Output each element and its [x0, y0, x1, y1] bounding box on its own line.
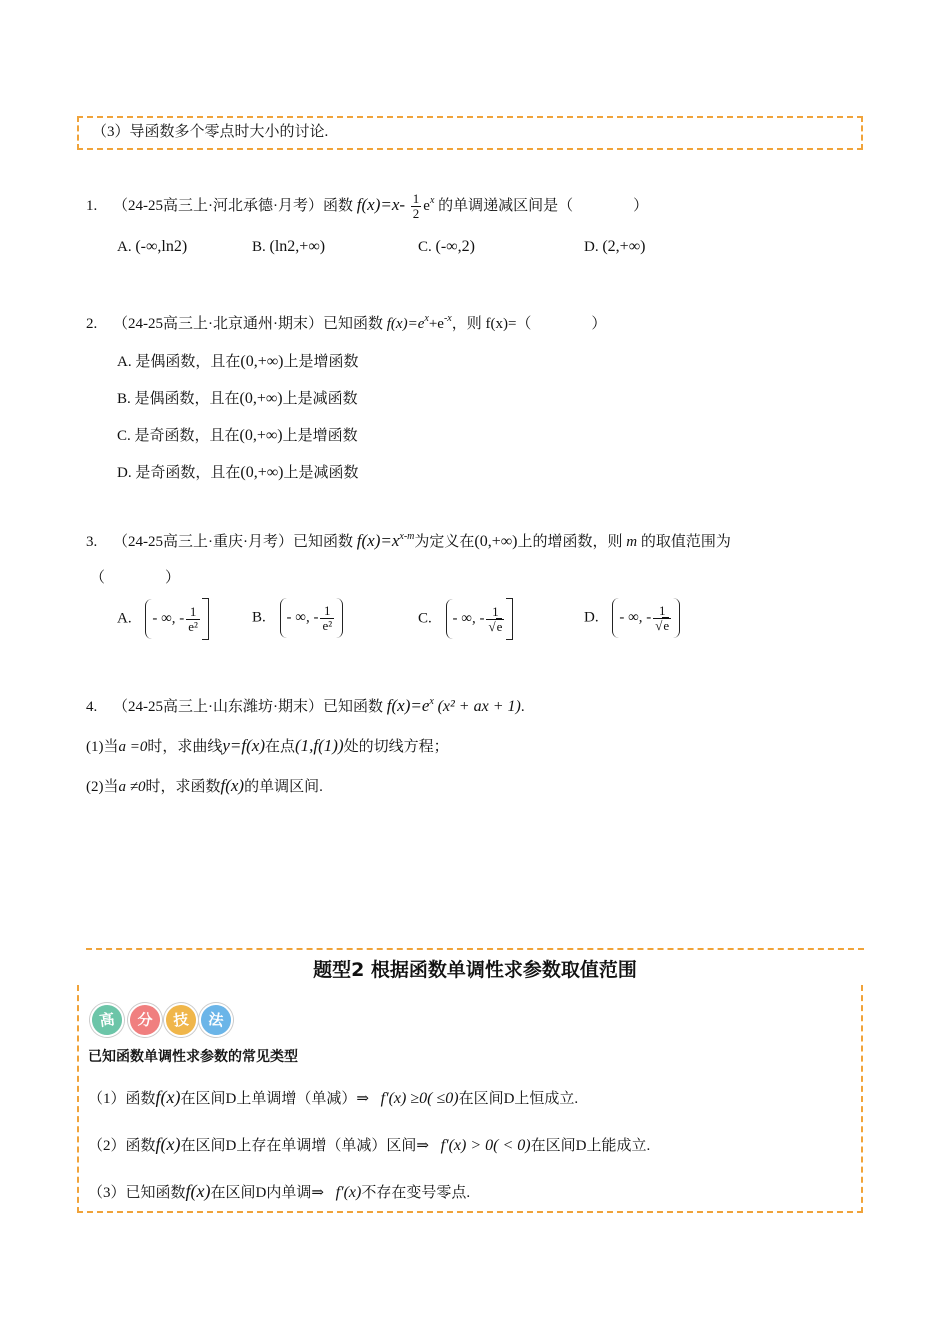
q3-source: （24-25高三上·重庆·月考） [113, 534, 293, 550]
q4-part-1: (1)当a =0时，求曲线y=f(x)在点(1,f(1))处的切线方程； [86, 736, 449, 755]
q2-tail: ，则 f(x)=（ ） [451, 316, 607, 332]
q1-option-d: D. (2,+∞) [584, 238, 646, 255]
q2-sup2: -x [443, 313, 452, 324]
q3-var: m [626, 534, 638, 550]
q2-option-b: B. 是偶函数，且在(0,+∞)上是减函数 [117, 390, 358, 407]
q1-fraction: $\frac{1}{2}$ [412, 191, 420, 221]
q2-lead: 已知函数 [323, 316, 384, 332]
q2-sup1: x [424, 313, 429, 324]
q1-exp-base: e [423, 197, 430, 214]
q2-plus: +e [428, 316, 444, 332]
question-4 [86, 695, 525, 716]
q3-option-c: C. - ∞, - $\frac{1}{√e}$ [418, 598, 513, 640]
q1-option-c: C. (-∞,2) [418, 238, 475, 255]
q1-exp-sup: x [429, 194, 435, 206]
q2-source: （24-25高三上·北京通州·期末） [113, 316, 323, 332]
q3-mid: 为定义在 [414, 534, 475, 550]
q3-answer-paren: （ ） [90, 570, 181, 586]
q1-option-b: B. (ln2,+∞) [252, 238, 326, 255]
badge-fa: 法 [197, 1001, 235, 1039]
rule-item-3: （3）已知函数f(x)在区间D内单调⇒ f′(x)不存在变号零点. [88, 1181, 471, 1201]
question-2 [86, 312, 606, 333]
q3-tail: 上的增函数，则 [517, 534, 623, 550]
q3-sup: x-m [399, 531, 415, 542]
q3-interval: (0,+∞) [474, 533, 518, 550]
badge-fen: 分 [126, 1001, 163, 1038]
q1-source: （24-25高三上·河北承德·月考） [113, 197, 323, 214]
q4-source: （24-25高三上·山东潍坊·期末） [113, 699, 323, 715]
section-2-subhead: 已知函数单调性求参数的常见类型 [88, 1049, 298, 1065]
rule-item-2: （2）函数f(x)在区间D上存在单调增（单减）区间⇒ f′(x) > 0( < 0)在区间D上能成立. [88, 1134, 651, 1154]
q2-func: f(x)=e [386, 316, 425, 332]
q3-tail2: 的取值范围为 [640, 534, 731, 550]
question-1 [86, 192, 648, 221]
top-box-text: （3）导函数多个零点时大小的讨论. [92, 124, 329, 140]
q3-option-d: D. - ∞, - $\frac{1}{√e}$ [584, 598, 680, 638]
q1-func: f(x)=x- [356, 194, 406, 214]
q1-number: 1. [86, 197, 98, 214]
q3-number: 3. [86, 534, 98, 550]
q3-option-a: A. - ∞, - $\frac{1}{\text{e²}}$ [117, 598, 209, 640]
badge-gao: 高 [88, 1001, 126, 1039]
badge-ji: 技 [162, 1001, 199, 1038]
q1-option-a: A. (-∞,ln2) [117, 238, 188, 255]
q4-end: . [520, 699, 525, 715]
q4-number: 4. [86, 699, 98, 715]
q2-option-a: A. 是偶函数，且在(0,+∞)上是增函数 [117, 353, 359, 370]
q3-lead: 已知函数 [293, 534, 354, 550]
q2-option-d: D. 是奇函数，且在(0,+∞)上是减函数 [117, 464, 359, 481]
q2-number: 2. [86, 316, 98, 332]
rule-item-1: （1）函数f(x)在区间D上单调增（单减）⇒ f′(x) ≥0( ≤0)在区间D上恒成立. [88, 1087, 579, 1107]
section-separator [86, 948, 864, 950]
q4-poly: (x² + ax + 1) [437, 698, 521, 715]
question-3 [86, 530, 731, 551]
q2-option-c: C. 是奇函数，且在(0,+∞)上是增函数 [117, 427, 358, 444]
q1-lead: 函数 [323, 197, 354, 214]
q4-func: f(x)=e [386, 696, 430, 715]
q4-sup: x [429, 696, 434, 707]
q4-lead: 已知函数 [323, 699, 384, 715]
q3-option-b: B. - ∞, - $\frac{1}{\text{e²}}$ [252, 598, 343, 638]
q4-part-2: (2)当a ≠0时，求函数f(x)的单调区间. [86, 776, 323, 795]
q3-func: f(x)=x [356, 531, 400, 550]
q1-tail: 的单调递减区间是（ ） [438, 197, 649, 214]
section-2-title: 题型2 根据函数单调性求参数取值范围 [313, 959, 637, 981]
